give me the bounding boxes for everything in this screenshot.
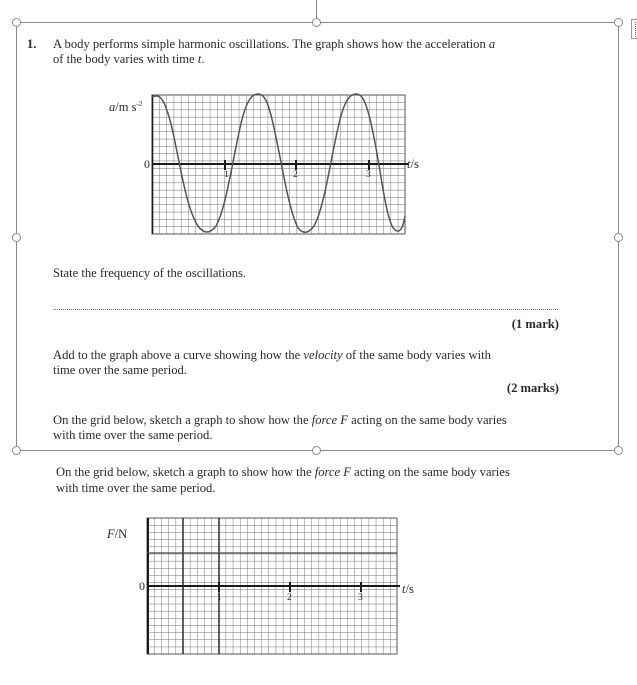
origin-label: 0: [139, 579, 145, 593]
part-c-text: On the grid below, sketch a graph to show how the: [53, 413, 312, 427]
resize-handle-top-right[interactable]: [614, 18, 623, 27]
origin-label: 0: [144, 157, 150, 171]
part-a-prompt: State the frequency of the oscillations.: [53, 266, 247, 280]
velocity-term: velocity: [303, 348, 343, 362]
x-tick-label-3: 3: [358, 593, 363, 603]
layout-options-icon[interactable]: [631, 19, 637, 39]
x-axis-label: t/s: [407, 157, 419, 171]
repeated-text: On the grid below, sketch a graph to show how the: [56, 465, 315, 479]
acceleration-time-graph[interactable]: [100, 88, 430, 240]
question-number: 1.: [27, 37, 37, 51]
question-intro-line-2: [53, 52, 204, 68]
x-tick-label-1: 1: [217, 593, 222, 603]
part-c-prompt-line-1: [53, 413, 507, 429]
question-intro-line-1: [53, 37, 495, 53]
resize-handle-bottom-right[interactable]: [614, 446, 623, 455]
force-time-graph[interactable]: [90, 510, 430, 670]
resize-handle-middle-right[interactable]: [614, 233, 623, 242]
intro-text: A body performs simple harmonic oscillations. The graph shows how the acceleration: [53, 37, 489, 51]
intro-text: of the body varies with time: [53, 52, 198, 66]
x-tick-label-1: 1: [224, 170, 229, 180]
part-b-prompt-line-2: time over the same period.: [53, 363, 187, 377]
part-b-prompt-line-1: [53, 348, 491, 364]
rotate-connector-line: [316, 0, 317, 19]
part-a-answer-line[interactable]: [53, 309, 558, 310]
part-b-text-end: of the same body varies with: [342, 348, 491, 362]
repeated-text-end: acting on the same body varies: [350, 465, 510, 479]
x-tick-label-2: 2: [287, 593, 292, 603]
force-term: force F: [314, 465, 351, 479]
x-tick-label-2: 2: [293, 170, 298, 180]
repeated-prompt-line-2: with time over the same period.: [56, 481, 216, 495]
part-b-marks: (2 marks): [506, 381, 559, 395]
force-term: force F: [311, 413, 348, 427]
resize-handle-middle-left[interactable]: [12, 233, 21, 242]
intro-text-end: .: [201, 52, 205, 66]
x-axis-label: t/s: [402, 582, 414, 596]
resize-handle-top-center[interactable]: [312, 18, 321, 27]
y-axis-label: F/N: [107, 527, 128, 541]
resize-handle-bottom-center[interactable]: [312, 446, 321, 455]
repeated-prompt-line-1: [56, 465, 510, 481]
x-tick-label-3: 3: [366, 170, 371, 180]
part-b-text: Add to the graph above a curve showing how the: [53, 348, 304, 362]
resize-handle-top-left[interactable]: [12, 18, 21, 27]
variable-a: a: [488, 37, 496, 51]
y-axis-label: a/m $s^{-2}$: [109, 100, 143, 114]
part-c-text-end: acting on the same body varies: [347, 413, 507, 427]
part-a-marks: (1 mark): [511, 317, 559, 331]
part-c-prompt-line-2: with time over the same period.: [53, 428, 213, 442]
variable-t: t: [197, 52, 202, 66]
resize-handle-bottom-left[interactable]: [12, 446, 21, 455]
